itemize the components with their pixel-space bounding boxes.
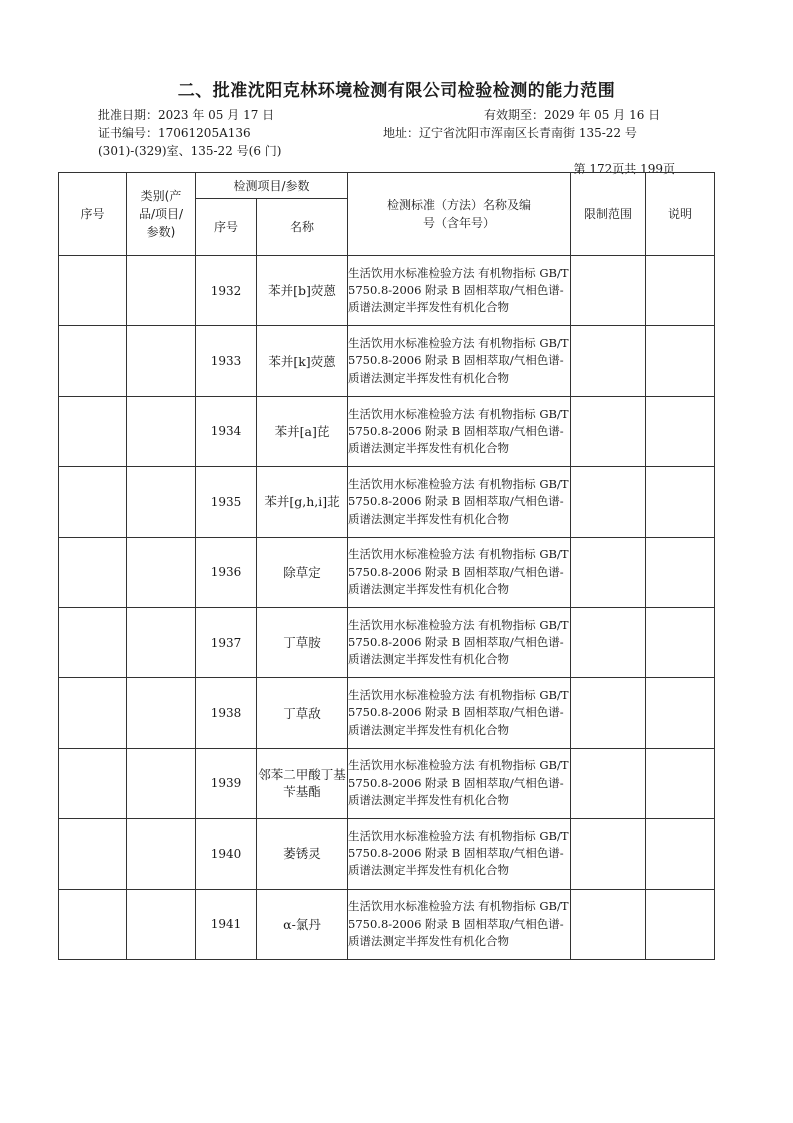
row-remark-cell <box>646 748 715 818</box>
row-limit-cell <box>571 678 646 748</box>
approval-date: 批准日期：2023 年 05 月 17 日 <box>98 108 275 122</box>
row-item-name: 苯并[b]荧蒽 <box>257 256 348 326</box>
row-category-cell <box>127 256 196 326</box>
row-category-cell <box>127 607 196 677</box>
address: 地址：辽宁省沈阳市浑南区长青南街 135-22 号 <box>383 126 637 140</box>
row-seq-cell <box>59 889 127 959</box>
row-seq-cell <box>59 607 127 677</box>
row-remark-cell <box>646 607 715 677</box>
row-item-number: 1936 <box>196 537 257 607</box>
row-item-number: 1937 <box>196 607 257 677</box>
row-seq-cell <box>59 396 127 466</box>
row-seq-cell <box>59 326 127 396</box>
row-remark-cell <box>646 326 715 396</box>
row-item-name: 邻苯二甲酸丁基苄基酯 <box>257 748 348 818</box>
row-item-name: 萎锈灵 <box>257 819 348 889</box>
row-category-cell <box>127 467 196 537</box>
row-seq-cell <box>59 467 127 537</box>
capability-table <box>58 172 715 960</box>
row-limit-cell <box>571 467 646 537</box>
table-row <box>59 256 715 326</box>
address-continued: (301)-(329)室、135-22 号(6 门) <box>98 144 282 158</box>
row-seq-cell <box>59 819 127 889</box>
row-standard: 生活饮用水标准检验方法 有机物指标 GB/T 5750.8-2006 附录 B 固相萃取/气相色谱-质谱法测定半挥发性有机化合物 <box>348 889 571 959</box>
row-item-name: 丁草敌 <box>257 678 348 748</box>
row-limit-cell <box>571 396 646 466</box>
page-number: 第 172页共 199页 <box>573 162 675 176</box>
row-standard: 生活饮用水标准检验方法 有机物指标 GB/T 5750.8-2006 附录 B 固相萃取/气相色谱-质谱法测定半挥发性有机化合物 <box>348 607 571 677</box>
header-limit: 限制范围 <box>571 173 646 256</box>
row-seq-cell <box>59 256 127 326</box>
row-remark-cell <box>646 256 715 326</box>
table-row <box>59 467 715 537</box>
row-category-cell <box>127 396 196 466</box>
row-standard: 生活饮用水标准检验方法 有机物指标 GB/T 5750.8-2006 附录 B 固相萃取/气相色谱-质谱法测定半挥发性有机化合物 <box>348 256 571 326</box>
row-item-number: 1938 <box>196 678 257 748</box>
row-standard: 生活饮用水标准检验方法 有机物指标 GB/T 5750.8-2006 附录 B 固相萃取/气相色谱-质谱法测定半挥发性有机化合物 <box>348 678 571 748</box>
header-standard: 检测标准（方法）名称及编号（含年号） <box>348 173 571 256</box>
row-item-number: 1934 <box>196 396 257 466</box>
row-seq-cell <box>59 537 127 607</box>
row-category-cell <box>127 537 196 607</box>
table-row <box>59 819 715 889</box>
table-row <box>59 396 715 466</box>
row-limit-cell <box>571 889 646 959</box>
row-category-cell <box>127 889 196 959</box>
row-limit-cell <box>571 748 646 818</box>
row-remark-cell <box>646 889 715 959</box>
row-item-number: 1941 <box>196 889 257 959</box>
row-item-number: 1940 <box>196 819 257 889</box>
certificate-number: 证书编号：17061205A136 <box>98 126 251 140</box>
header-remark: 说明 <box>646 173 715 256</box>
table-row <box>59 607 715 677</box>
row-standard: 生活饮用水标准检验方法 有机物指标 GB/T 5750.8-2006 附录 B 固相萃取/气相色谱-质谱法测定半挥发性有机化合物 <box>348 396 571 466</box>
table-row <box>59 326 715 396</box>
row-category-cell <box>127 819 196 889</box>
valid-until: 有效期至：2029 年 05 月 16 日 <box>484 108 661 122</box>
table-row <box>59 748 715 818</box>
row-item-name: 苯并[k]荧蒽 <box>257 326 348 396</box>
row-standard: 生活饮用水标准检验方法 有机物指标 GB/T 5750.8-2006 附录 B 固相萃取/气相色谱-质谱法测定半挥发性有机化合物 <box>348 748 571 818</box>
row-standard: 生活饮用水标准检验方法 有机物指标 GB/T 5750.8-2006 附录 B 固相萃取/气相色谱-质谱法测定半挥发性有机化合物 <box>348 819 571 889</box>
row-standard: 生活饮用水标准检验方法 有机物指标 GB/T 5750.8-2006 附录 B 固相萃取/气相色谱-质谱法测定半挥发性有机化合物 <box>348 467 571 537</box>
row-remark-cell <box>646 467 715 537</box>
row-item-number: 1935 <box>196 467 257 537</box>
row-limit-cell <box>571 819 646 889</box>
table-row <box>59 889 715 959</box>
header-category: 类别(产品/项目/参数) <box>127 173 196 256</box>
row-category-cell <box>127 748 196 818</box>
row-remark-cell <box>646 396 715 466</box>
row-limit-cell <box>571 256 646 326</box>
table-row <box>59 537 715 607</box>
row-limit-cell <box>571 537 646 607</box>
header-seq: 序号 <box>59 173 127 256</box>
row-category-cell <box>127 326 196 396</box>
row-seq-cell <box>59 748 127 818</box>
row-standard: 生活饮用水标准检验方法 有机物指标 GB/T 5750.8-2006 附录 B 固相萃取/气相色谱-质谱法测定半挥发性有机化合物 <box>348 537 571 607</box>
row-item-name: 丁草胺 <box>257 607 348 677</box>
row-remark-cell <box>646 537 715 607</box>
row-standard: 生活饮用水标准检验方法 有机物指标 GB/T 5750.8-2006 附录 B 固相萃取/气相色谱-质谱法测定半挥发性有机化合物 <box>348 326 571 396</box>
row-limit-cell <box>571 326 646 396</box>
row-item-name: 除草定 <box>257 537 348 607</box>
row-item-name: α-氯丹 <box>257 889 348 959</box>
header-item-name: 名称 <box>257 199 348 256</box>
table-row <box>59 678 715 748</box>
page-title: 二、批准沈阳克林环境检测有限公司检验检测的能力范围 <box>177 81 616 101</box>
row-seq-cell <box>59 678 127 748</box>
row-item-number: 1933 <box>196 326 257 396</box>
row-item-number: 1932 <box>196 256 257 326</box>
header-item-group: 检测项目/参数 <box>196 173 348 199</box>
row-limit-cell <box>571 607 646 677</box>
row-item-name: 苯并[a]芘 <box>257 396 348 466</box>
row-remark-cell <box>646 678 715 748</box>
header-item-seq: 序号 <box>196 199 257 256</box>
row-remark-cell <box>646 819 715 889</box>
row-category-cell <box>127 678 196 748</box>
row-item-name: 苯并[g,h,i]苝 <box>257 467 348 537</box>
row-item-number: 1939 <box>196 748 257 818</box>
